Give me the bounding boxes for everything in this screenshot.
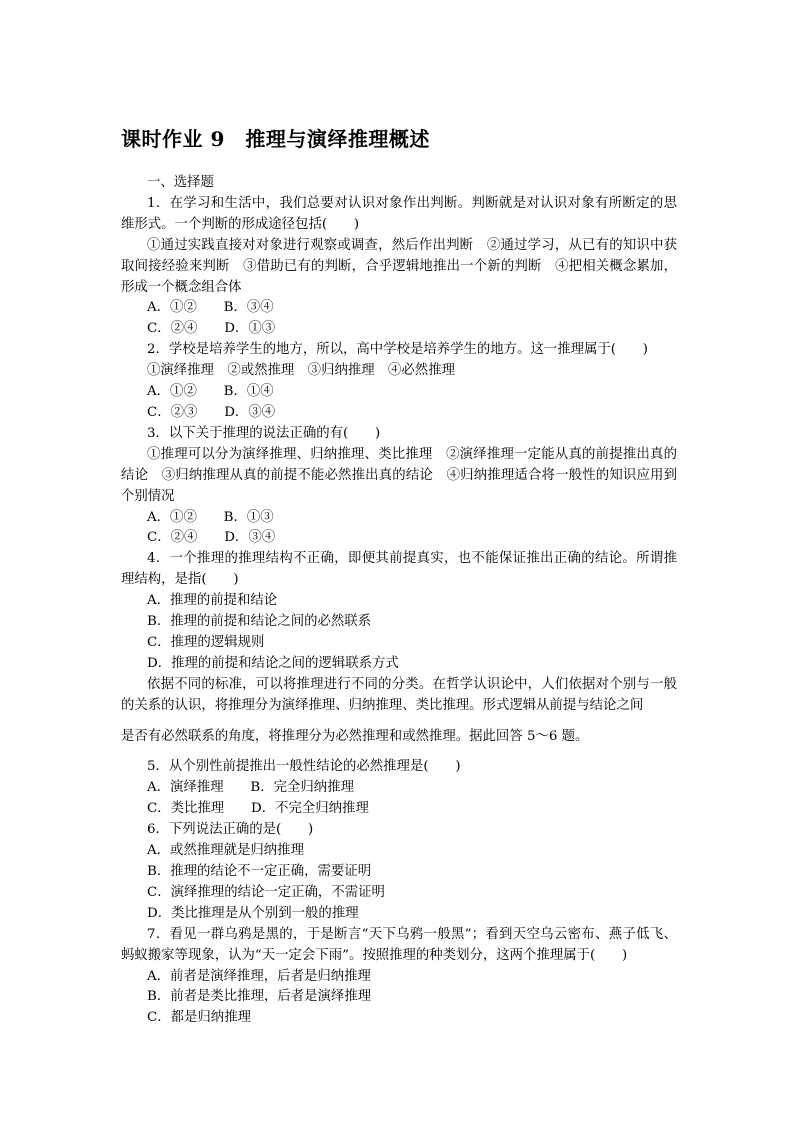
question-3-options-row-2: C．②④ D．③④ <box>147 530 276 546</box>
question-2-stem: 2．学校是培养学生的地方，所以，高中学校是培养学生的地方。这一推理属于( ) <box>147 342 649 358</box>
question-7-option-c: C．都是归纳推理 <box>147 1010 251 1026</box>
question-4-option-d: D．推理的前提和结论之间的逻辑联系方式 <box>147 655 399 671</box>
question-3-items: ①推理可以分为演绎推理、归纳推理、类比推理 ②演绎推理一定能从真的前提推出真的结论 ③归纳推理从真的前提不能必然推出真的结论 ④归纳推理适合将一般性的知识应用到个别情况 <box>121 446 677 504</box>
question-6-option-a: A．或然推理就是归纳推理 <box>147 843 304 859</box>
question-4-stem: 4．一个推理的推理结构不正确，即便其前提真实，也不能保证推出正确的结论。所谓推理结构，是指( ) <box>121 551 677 588</box>
question-5-stem: 5．从个别性前提推出一般性结论的必然推理是( ) <box>147 759 461 775</box>
question-6-stem: 6．下列说法正确的是( ) <box>147 822 314 838</box>
question-1-items: ①通过实践直接对对象进行观察或调查，然后作出判断 ②通过学习，从已有的知识中获取间接经验来判断 ③借助已有的判断，合乎逻辑地推出一个新的判断 ④把相关概念累加，形成一个概念组合体 <box>121 237 677 295</box>
question-1-stem: 1．在学习和生活中，我们总要对认识对象作出判断。判断就是对认识对象有所断定的思维形式。一个判断的形成途径包括( ) <box>121 195 677 232</box>
question-7-option-a: A．前者是演绎推理，后者是归纳推理 <box>147 968 371 984</box>
question-3-stem: 3．以下关于推理的说法正确的有( ) <box>147 425 381 441</box>
question-7-option-b: B．前者是类比推理，后者是演绎推理 <box>147 989 372 1005</box>
question-1-options-row-2: C．②④ D．①③ <box>147 321 276 337</box>
question-5-options-row-1: A．演绎推理 B．完全归纳推理 <box>147 780 354 796</box>
spacer <box>121 747 677 757</box>
question-4-option-c: C．推理的逻辑规则 <box>147 634 265 650</box>
question-2-options-row-2: C．②③ D．③④ <box>147 404 276 420</box>
question-4-option-b: B．推理的前提和结论之间的必然联系 <box>147 614 372 630</box>
question-3-options-row-1: A．①② B．①③ <box>147 509 274 525</box>
page-title: 课时作业 9 推理与演绎推理概述 <box>121 127 430 151</box>
question-1-options-row-1: A．①② B．③④ <box>147 300 274 316</box>
question-6-option-c: C．演绎推理的结论一定正确，不需证明 <box>147 884 385 900</box>
question-5-options-row-2: C．类比推理 D．不完全归纳推理 <box>147 801 369 817</box>
passage-part-1: 依据不同的标准，可以将推理进行不同的分类。在哲学认识论中，人们依据对个别与一般的关系的认识，将推理分为演绎推理、归纳推理、类比推理。形式逻辑从前提与结论之间 <box>121 676 677 713</box>
question-2-items: ①演绎推理 ②或然推理 ③归纳推理 ④必然推理 <box>147 363 455 379</box>
question-2-options-row-1: A．①② B．①④ <box>147 384 274 400</box>
section-heading: 一、选择题 <box>147 175 214 190</box>
question-6-option-d: D．类比推理是从个别到一般的推理 <box>147 905 359 921</box>
question-list <box>121 173 677 1029</box>
question-7-stem: 7．看见一群乌鸦是黑的，于是断言“天下乌鸦一般黑”；看到天空乌云密布、燕子低飞、蚂蚁搬家等现象，认为“天一定会下雨”。按照推理的种类划分，这两个推理属于( ) <box>121 926 677 963</box>
passage-part-2: 是否有必然联系的角度，将推理分为必然推理和或然推理。据此回答 5～6 题。 <box>121 728 589 744</box>
question-4-option-a: A．推理的前提和结论 <box>147 593 278 609</box>
question-6-option-b: B．推理的结论不一定正确，需要证明 <box>147 864 372 879</box>
